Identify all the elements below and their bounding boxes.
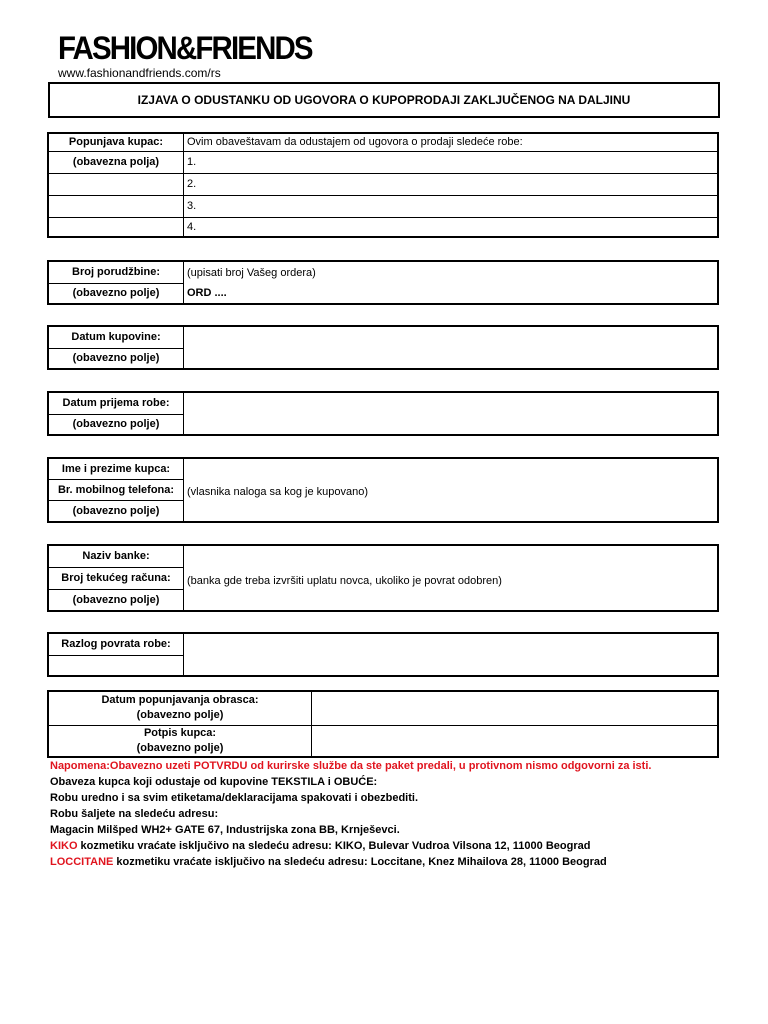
fill-date-title: Datum popunjavanja obrasca: [101,694,259,707]
bank-required: (obavezno polje) [48,589,184,611]
fill-date-field[interactable] [312,691,719,725]
kiko-note [50,838,651,854]
reason-label: Razlog povrata robe: [48,633,184,655]
goods-table [47,132,719,238]
empty-label-cell [48,655,184,676]
purchase-date-field[interactable] [184,326,719,369]
bank-field[interactable] [184,545,719,611]
website-url: www.fashionandfriends.com/rs [58,66,221,80]
customer-name-label: Ime i prezime kupca: [48,458,184,479]
buyer-label: Popunjava kupac: [48,133,184,151]
signature-table [47,690,719,758]
receipt-date-label: Datum prijema robe: [48,392,184,414]
receipt-date-table [47,391,719,436]
empty-label-cell [48,173,184,195]
warning-note: Napomena:Obavezno uzeti POTVRDU od kurirske službe da ste paket predali, u protivnom nismo odgovorni za isti. [50,760,652,772]
goods-item-4[interactable]: 4. [184,217,719,237]
customer-phone-label: Br. mobilnog telefona: [48,479,184,500]
reason-field[interactable] [184,633,719,676]
signature-field[interactable] [312,725,719,757]
receipt-date-required: (obavezno polje) [48,414,184,435]
loccitane-address: kozmetiku vraćate isključivo na sledeću adresu: Loccitane, Knez Mihailova 28, 11000 Beograd [113,856,607,868]
order-hint: (upisati broj Vašeg ordera) [184,261,719,283]
note-line: Magacin Milšped WH2+ GATE 67, Industrijska zona BB, Krnješevci. [50,824,400,836]
signature-required: (obavezno polje) [136,741,224,754]
customer-required: (obavezno polje) [48,500,184,522]
order-table [47,260,719,305]
brand-logo: FASHION&FRIENDS [58,30,312,66]
goods-item-3[interactable]: 3. [184,195,719,217]
purchase-date-required: (obavezno polje) [48,348,184,369]
receipt-date-field[interactable] [184,392,719,435]
customer-field[interactable] [184,458,719,522]
statement-text: Ovim obaveštavam da odustajem od ugovora o prodaji sledeće robe: [184,133,719,151]
loccitane-note [50,854,651,870]
goods-item-1[interactable]: 1. [184,151,719,173]
fill-date-label [48,691,312,725]
note-line: Robu uredno i sa svim etiketama/deklaracijama spakovati i obezbediti. [50,792,419,804]
reason-table [47,632,719,677]
empty-label-cell [48,217,184,237]
notes-section [50,758,651,870]
kiko-brand: KIKO [50,840,78,852]
order-number-field[interactable]: ORD .... [184,283,719,304]
kiko-address: kozmetiku vraćate isključivo na sledeću adresu: KIKO, Bulevar Vudroa Vilsona 12, 11000 Beograd [77,840,591,852]
bank-hint: (banka gde treba izvršiti uplatu novca, ukoliko je povrat odobren) [187,574,502,587]
signature-title: Potpis kupca: [143,726,217,739]
note-line: Robu šaljete na sledeću adresu: [50,808,219,820]
form-title: IZJAVA O ODUSTANKU OD UGOVORA O KUPOPRODAJI ZAKLJUČENOG NA DALJINU [48,82,720,118]
buyer-required: (obavezna polja) [48,151,184,173]
purchase-date-label: Datum kupovine: [48,326,184,348]
bank-table [47,544,719,612]
note-line: Obaveza kupca koji odustaje od kupovine TEKSTILA i OBUĆE: [50,776,378,788]
loccitane-brand: LOCCITANE [50,856,114,868]
goods-item-2[interactable]: 2. [184,173,719,195]
bank-name-label: Naziv banke: [48,545,184,567]
fill-date-required: (obavezno polje) [136,709,224,722]
customer-hint: (vlasnika naloga sa kog je kupovano) [187,486,369,498]
customer-table [47,457,719,523]
order-required: (obavezno polje) [48,283,184,304]
bank-account-label: Broj tekućeg računa: [48,567,184,589]
order-label: Broj porudžbine: [48,261,184,283]
signature-label [48,725,312,757]
empty-label-cell [48,195,184,217]
purchase-date-table [47,325,719,370]
